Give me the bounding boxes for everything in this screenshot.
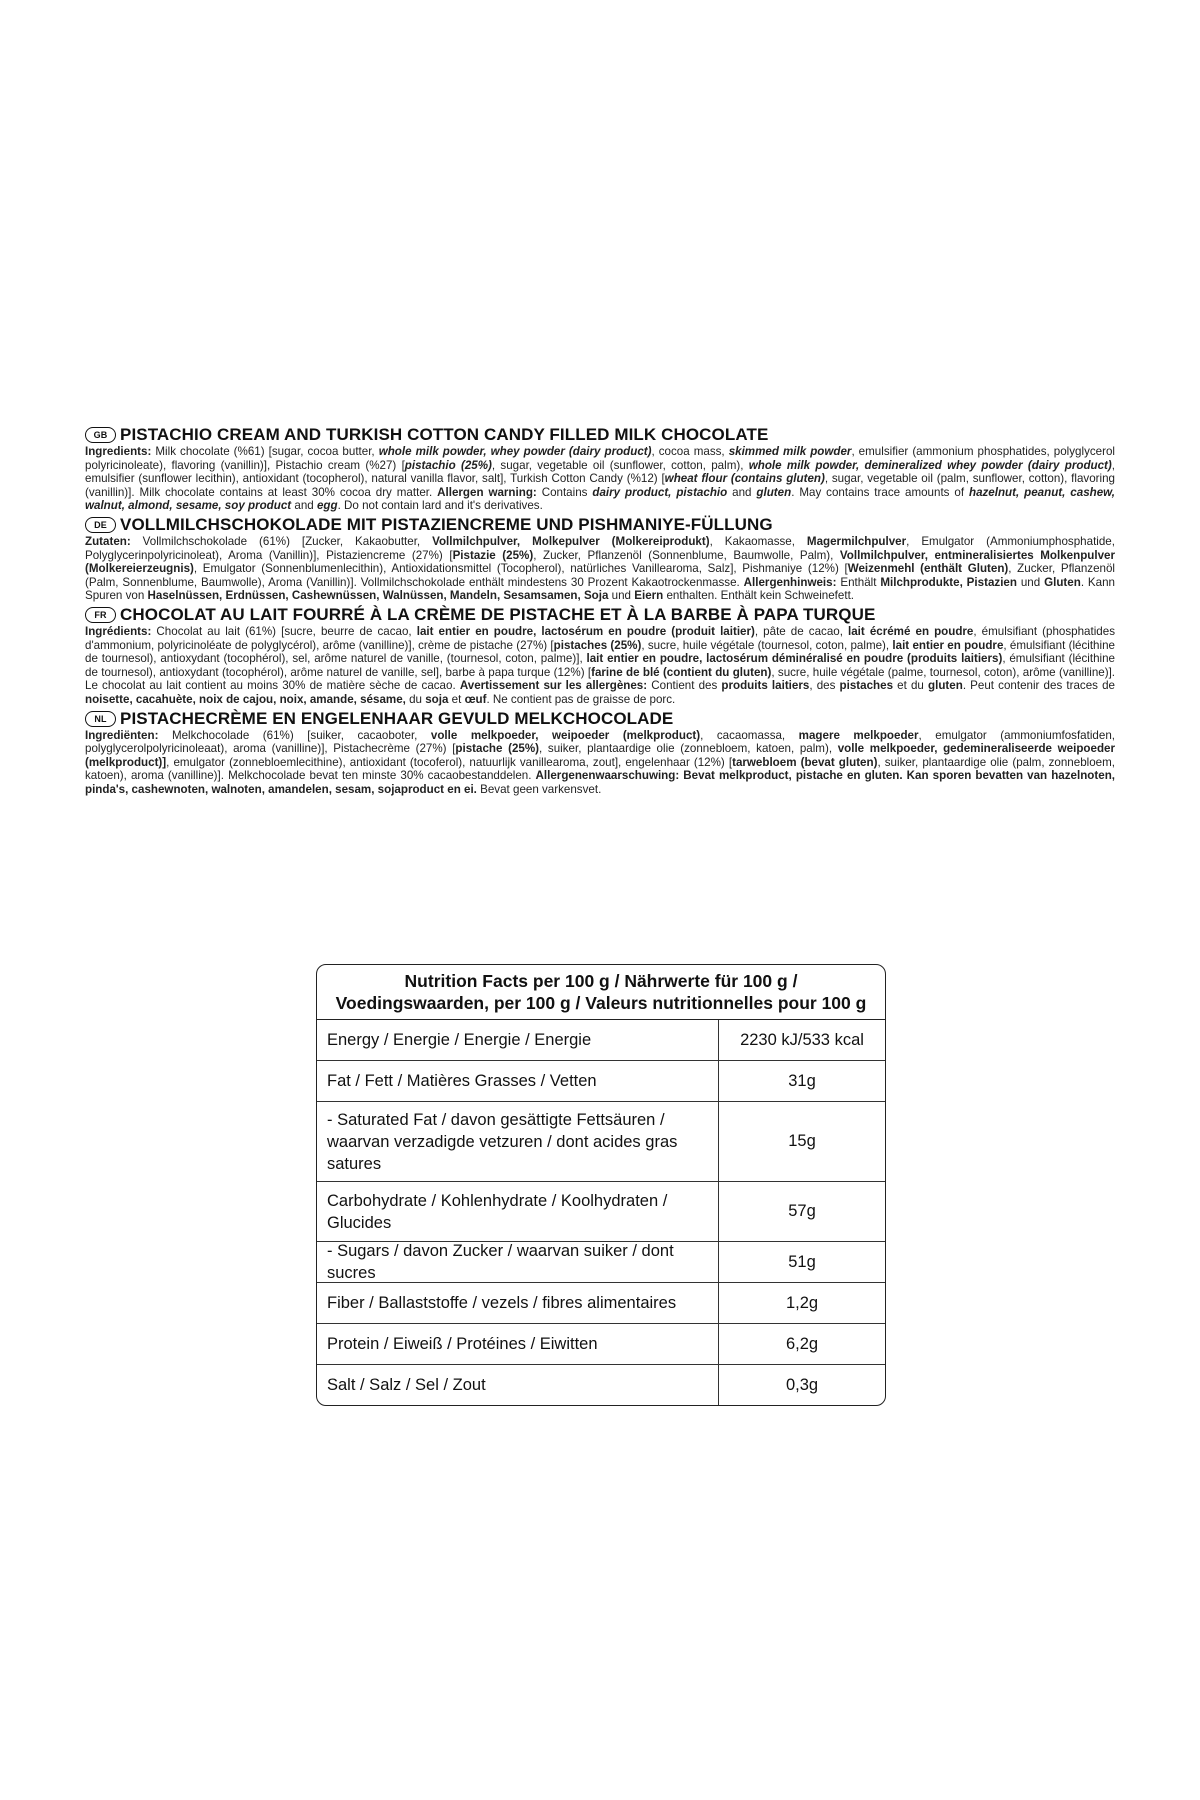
ingredient-text-run: Allergenenwaarschuwing: Bevat melkproduct, pistache en gluten. Kan sporen bevatten van hazelnoten, pinda's, cashewnoten, walnoten, amandelen, sesam, sojaproduct en ei. (85, 769, 1116, 796)
nutrient-label: Fat / Fett / Matières Grasses / Vetten (317, 1061, 719, 1101)
ingredient-text-run: pistaches (25%) (553, 638, 642, 652)
ingredient-text-run: , emulgator (zonnebloemlecithine), antioxidant (tocoferol), natuurlijk vanillearoma, zout], engelenhaar (12%) [ (166, 755, 733, 769)
ingredient-text-run: lait entier en poudre (892, 638, 1004, 652)
ingredient-text-run: skimmed milk powder (728, 445, 852, 458)
product-title: CHOCOLAT AU LAIT FOURRÉ À LA CRÈME DE PISTACHE ET À LA BARBE À PAPA TURQUE (120, 604, 876, 624)
lang-heading (85, 709, 1115, 729)
nutrient-value: 6,2g (785, 1334, 819, 1353)
ingredient-text-run: . Peut contenir des traces de (962, 679, 1115, 693)
ingredient-text-run: Magermilchpulver (806, 534, 907, 548)
ingredient-text (85, 535, 1115, 603)
nutrient-label: Protein / Eiweiß / Protéines / Eiwitten (317, 1324, 719, 1364)
ingredient-text-run: Vollmilchschokolade (61%) [Zucker, Kakaobutter, (130, 534, 433, 548)
nutrition-row (317, 1324, 885, 1365)
nutrition-row (317, 1020, 885, 1061)
language-badge-icon: FR (85, 607, 116, 623)
ingredient-text-run: , suiker, plantaardige olie (zonnebloem, katoen, palm), (539, 742, 838, 756)
nutrition-row (317, 1102, 885, 1182)
ingredient-text-run: pistachio (25%) (404, 458, 492, 472)
ingredient-text-run: pistaches (839, 679, 894, 693)
ingredient-text-run: Zutaten: (85, 534, 131, 548)
ingredient-text-run: and (727, 485, 757, 499)
lang-heading (85, 605, 1115, 625)
ingredient-text-run: lait entier en poudre, lactosérum déminéralisé en poudre (produits laitiers) (586, 652, 1003, 666)
ingredient-text-run: Allergenhinweis: (743, 575, 837, 589)
nutrition-row (317, 1061, 885, 1102)
ingredient-text-run: , Kakaomasse, (709, 534, 807, 548)
ingredient-text-run: , Zucker, Pflanzenöl (Palm, Sonnenblume, Baumwolle), Aroma (Vanillin)]. Vollmilchschokolade enthält mindestens 30 Prozent Kakaotrockenmasse. (85, 562, 1115, 589)
ingredient-text-run: Ingrediënten: (85, 728, 159, 742)
ingredient-text-run: produits laitiers (721, 679, 810, 693)
product-title: VOLLMILCHSCHOKOLADE MIT PISTAZIENCREME UND PISHMANIYE-FÜLLUNG (120, 514, 773, 534)
ingredient-text-run: . Ne contient pas de graisse de porc. (486, 692, 676, 706)
ingredient-text-run: Weizenmehl (enthält Gluten) (847, 562, 1009, 576)
ingredient-text-run: Vollmilchpulver, Molkepulver (Molkereiprodukt) (432, 534, 710, 548)
ingredient-text-run: , émulsifiant (phosphatides d'ammonium, polyricinoléate de polyglycérol), arôme (vanilline)], crème de pistache (27%) [ (85, 624, 1115, 652)
ingredient-text-run: et (448, 692, 465, 706)
ingredient-text-run: gluten (756, 485, 792, 499)
nutrition-title-line: Voedingswaarden, per 100 g / Valeurs nutritionnelles pour 100 g (335, 993, 867, 1013)
ingredient-text (85, 625, 1115, 707)
nutrient-label: Carbohydrate / Kohlenhydrate / Koolhydraten / Glucides (317, 1182, 719, 1241)
ingredient-text-run: et du (893, 679, 929, 693)
ingredient-text-run: Ingrédients: (85, 624, 152, 638)
ingredient-text-run: tarwebloem (bevat gluten) (732, 755, 878, 769)
ingredient-text-run: , émulsifiant (lécithine de tournesol), antioxydant (tocophérol), arôme naturel de vanille, sel], barbe à papa turque (12%) [ (85, 652, 1115, 679)
ingredient-text-run: Ingredients: (85, 445, 152, 458)
ingredient-text-run: . Kann Spuren von (85, 575, 1116, 603)
ingredient-text-run: , Emulgator (Sonnenblumenlecithin), Antioxidationsmittel (Tocopherol), natürliches Vanillearoma, Salz], Pishmaniye (12%) [ (193, 562, 848, 576)
ingredient-text-run: enthalten. Enthält kein Schweinefett. (663, 589, 855, 603)
ingredient-text-run: magere melkpoeder (798, 728, 919, 742)
ingredient-text-run: volle melkpoeder, weipoeder (melkproduct) (430, 728, 701, 742)
nutrient-value: 2230 kJ/533 kcal (740, 1030, 864, 1049)
ingredient-text-run: , sugar, vegetable oil (palm, sunflower, cotton), flavoring (vanillin)]. Milk chocolate contains at least 30% cocoa dry matter. (85, 472, 1115, 499)
ingredient-text-run: hazelnut, peanut, cashew, walnut, almond, sesame, soy product (85, 485, 1115, 513)
ingredient-text-run: , sugar, vegetable oil (sunflower, cotton, palm), (491, 458, 749, 472)
ingredient-text-run: noisette, cacahuète, noix de cajou, noix, amande, sésame, (85, 692, 406, 706)
nutrition-title-line: Nutrition Facts per 100 g / Nährwerte für 100 g / (404, 971, 798, 991)
ingredient-text-run: Milk chocolate (%61) [sugar, cocoa butter, (151, 445, 379, 458)
ingredient-text-run: Gluten (1044, 575, 1081, 589)
nutrient-label: Energy / Energie / Energie / Energie (317, 1020, 719, 1060)
ingredient-text-run: gluten (928, 679, 963, 693)
ingredient-text-run: dairy product, pistachio (592, 485, 728, 499)
ingredient-text-run: und (1016, 575, 1045, 589)
nutrient-value: 57g (788, 1202, 816, 1220)
ingredient-text-run: Chocolat au lait (61%) [sucre, beurre de cacao, (151, 624, 417, 638)
ingredient-text-run: egg (316, 499, 338, 513)
ingredient-text-run: , pâte de cacao, (754, 624, 848, 638)
product-title: PISTACHIO CREAM AND TURKISH COTTON CANDY FILLED MILK CHOCOLATE (120, 425, 769, 444)
ingredient-text-run: Eiern (634, 589, 664, 603)
ingredient-text-run: , cocoa mass, (651, 445, 729, 458)
ingredient-text-run: farine de blé (contient du gluten) (591, 665, 772, 679)
nutrient-value: 0,3g (785, 1375, 819, 1394)
ingredient-text-run: Vollmilchpulver, entmineralisiertes Molkenpulver (Molkereierzeugnis) (85, 548, 1116, 576)
ingredient-text-run: , sucre, huile végétale (tournesol, coton, palme), (641, 638, 893, 652)
nutrient-label: - Sugars / davon Zucker / waarvan suiker / dont sucres (317, 1242, 719, 1282)
ingredient-text-run: . May contains trace amounts of (791, 485, 969, 499)
ingredients-block (85, 425, 1115, 798)
ingredient-text-run: , des (809, 679, 840, 693)
ingredient-text-run: Allergen warning: (437, 485, 537, 499)
lang-section-de (85, 515, 1115, 603)
lang-section-nl (85, 709, 1115, 797)
ingredient-text-run: , émulsifiant (lécithine de tournesol), antioxydant (tocophérol), sel, arôme naturel de vanille, (tournesol, coton, palme)], (85, 638, 1115, 666)
ingredient-text-run: whole milk powder, demineralized whey powder (dairy product) (748, 458, 1112, 472)
ingredient-text-run: , emulgator (ammoniumfosfatiden, polyglycerolpolyricinoleaat), aroma (vanilline)], Pistachecrème (27%) [ (85, 728, 1115, 756)
ingredient-text-run: volle melkpoeder, gedemineraliseerde weipoeder (melkproduct)] (85, 742, 1115, 769)
nutrition-row (317, 1182, 885, 1242)
language-badge-icon: DE (85, 517, 116, 533)
nutrition-row (317, 1365, 885, 1405)
ingredient-text-run: und (608, 589, 635, 603)
ingredient-text-run: , suiker, plantaardige olie (palm, zonnebloem, katoen), aroma (vanilline)]. Melkchocolade bevat ten minste 30% cacaobestanddelen. (85, 755, 1115, 783)
ingredient-text-run: , Zucker, Pflanzenöl (Sonnenblume, Baumwolle, Palm), (533, 548, 840, 562)
ingredient-text-run: , Emulgator (Ammoniumphosphatide, Polyglycerinpolyricinoleat), Aroma (Vanillin)], Pistaziencreme (27%) [ (85, 534, 1115, 562)
nutrition-row (317, 1283, 885, 1324)
nutrient-value: 1,2g (785, 1293, 819, 1312)
ingredient-text-run: du (405, 692, 426, 706)
nutrient-label: Fiber / Ballaststoffe / vezels / fibres alimentaires (317, 1283, 719, 1323)
ingredient-text-run: Contient des (647, 679, 722, 693)
ingredient-text-run: , sucre, huile végétale (palme, tournesol, coton), arôme (vanilline)]. Le chocolat au lait contient au moins 30% de matière sèche de cacao. (85, 665, 1116, 693)
ingredient-text-run: pistache (25%) (455, 742, 540, 756)
ingredient-text (85, 729, 1115, 797)
lang-heading (85, 515, 1115, 535)
language-badge-icon: NL (85, 711, 116, 727)
language-badge-icon: GB (85, 427, 116, 443)
ingredient-text-run: Bevat geen varkensvet. (476, 782, 602, 796)
lang-section-fr (85, 605, 1115, 707)
ingredient-text-run: Avertissement sur les allergènes: (459, 679, 648, 693)
ingredient-text-run: , emulsifier (sunflower lecithin), antioxidant (tocopherol), natural vanilla flavor, salt], Turkish Cotton Candy (%12) [ (85, 458, 1116, 486)
ingredient-text-run: whole milk powder, whey powder (dairy product) (378, 445, 652, 458)
nutrition-row (317, 1242, 885, 1283)
ingredient-text-run: , emulsifier (ammonium phosphatides, polyglycerol polyricinoleate), flavoring (vanillin)], Pistachio cream (%27) [ (85, 445, 1115, 472)
ingredient-text-run: , cacaomassa, (700, 728, 799, 742)
ingredient-text-run: lait écrémé en poudre (848, 624, 974, 638)
nutrient-value: 31g (788, 1071, 816, 1090)
nutrition-title (317, 965, 885, 1020)
nutrient-label: - Saturated Fat / davon gesättigte Fettsäuren / waarvan verzadigde vetzuren / dont acides gras satures (317, 1102, 719, 1181)
ingredient-text-run: Haselnüssen, Erdnüssen, Cashewnüssen, Walnüssen, Mandeln, Sesamsamen, Soja (147, 589, 609, 603)
ingredient-text-run: . Do not contain lard and it's derivatives. (337, 499, 543, 513)
nutrient-value: 15g (788, 1132, 816, 1150)
nutrient-label: Salt / Salz / Sel / Zout (317, 1365, 719, 1405)
nutrient-value: 51g (788, 1252, 816, 1271)
lang-heading (85, 425, 1115, 445)
ingredient-text-run: lait entier en poudre, lactosérum en poudre (produit laitier) (416, 624, 755, 638)
ingredient-text-run: Enthält (836, 575, 881, 589)
ingredient-text-run: and (291, 499, 317, 513)
ingredient-text-run: œuf (464, 692, 487, 706)
product-title: PISTACHECRÈME EN ENGELENHAAR GEVULD MELKCHOCOLADE (120, 708, 674, 728)
ingredient-text-run: Milchprodukte, Pistazien (880, 575, 1017, 589)
ingredient-text-run: Pistazie (25%) (452, 548, 534, 562)
nutrition-table (316, 964, 886, 1406)
ingredient-text-run: Contains (536, 485, 593, 499)
ingredient-text-run: soja (425, 692, 449, 706)
ingredient-text (85, 445, 1115, 513)
ingredient-text-run: Melkchocolade (61%) [suiker, cacaoboter, (158, 728, 431, 742)
ingredient-text-run: wheat flour (contains gluten) (664, 472, 825, 486)
lang-section-gb (85, 425, 1115, 513)
